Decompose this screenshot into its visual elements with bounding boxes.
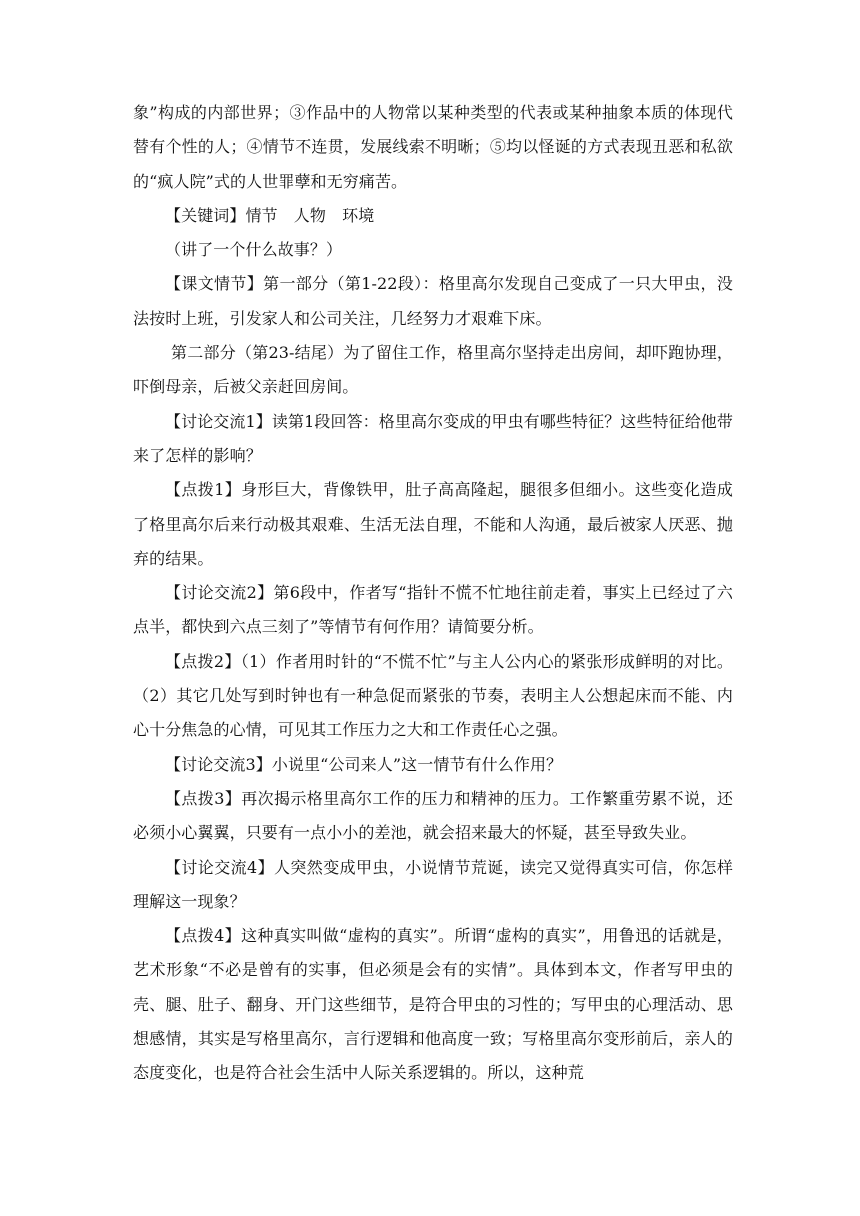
hint-3-paragraph: 【点拨3】再次揭示格里高尔工作的压力和精神的压力。工作繁重劳累不说，还必须小心翼翼，只要有一点小小的差池，就会招来最大的怀疑，甚至导致失业。 bbox=[133, 788, 733, 843]
discussion-1-paragraph: 【讨论交流1】读第1段回答：格里高尔变成的甲虫有哪些特征？这些特征给他带来了怎样的影响？ bbox=[133, 411, 733, 465]
plot-part-two-paragraph: 第二部分（第23-结尾）为了留住工作，格里高尔坚持走出房间，却吓跑协理，吓倒母亲，后被父亲赶回房间。 bbox=[133, 343, 733, 397]
document-body bbox=[133, 96, 733, 1091]
plot-part-one-paragraph: 【课文情节】第一部分（第1-22段）：格里高尔发现自己变成了一只大甲虫，没法按时上班，引发家人和公司关注，几经努力才艰难下床。 bbox=[133, 274, 733, 328]
hint-4-paragraph: 【点拨4】这种真实叫做“虚构的真实”。所谓“虚构的真实”，用鲁迅的话就是，艺术形象“不必是曾有的实事，但必须是会有的实情”。具体到本文，作者写甲虫的壳、腿、肚子、翻身、开门这些细节，是符合甲虫的习性的；写甲虫的心理活动、思想感情，其实是写格里高尔，言行逻辑和他高度一致；写格里高尔变形前后，亲人的态度变化，也是符合社会生活中人际关系逻辑的。所以，这种荒 bbox=[133, 926, 733, 1083]
discussion-3-paragraph: 【讨论交流3】小说里“公司来人”这一情节有什么作用？ bbox=[165, 754, 563, 774]
keywords-paragraph: 【关键词】情节 人物 环境 bbox=[165, 205, 375, 225]
discussion-2-paragraph: 【讨论交流2】第6段中，作者写“指针不慌不忙地往前走着，事实上已经过了六点半，都快到六点三刻了”等情节有何作用？请简要分析。 bbox=[133, 583, 733, 637]
hint-2-paragraph: 【点拨2】（1）作者用时针的“不慌不忙”与主人公内心的紧张形成鲜明的对比。（2）其它几处写到时钟也有一种急促而紧张的节奏，表明主人公想起床而不能、内心十分焦急的心情，可见其工作压力之大和工作责任心之强。 bbox=[133, 651, 733, 740]
hint-1-paragraph: 【点拨1】身形巨大，背像铁甲，肚子高高隆起，腿很多但细小。这些变化造成了格里高尔后来行动极其艰难、生活无法自理，不能和人沟通，最后被家人厌恶、抛弃的结果。 bbox=[133, 480, 733, 568]
paragraph: 象”构成的内部世界；③作品中的人物常以某种类型的代表或某种抽象本质的体现代替有个性的人；④情节不连贯，发展线索不明晰；⑤均以怪诞的方式表现丑恶和私欲的“疯人院”式的人世罪孽和无穷痛苦。 bbox=[133, 103, 733, 191]
question-paragraph: （讲了一个什么故事？） bbox=[165, 240, 343, 260]
discussion-4-paragraph: 【讨论交流4】人突然变成甲虫，小说情节荒诞，读完又觉得真实可信，你怎样理解这一现象？ bbox=[133, 857, 733, 911]
